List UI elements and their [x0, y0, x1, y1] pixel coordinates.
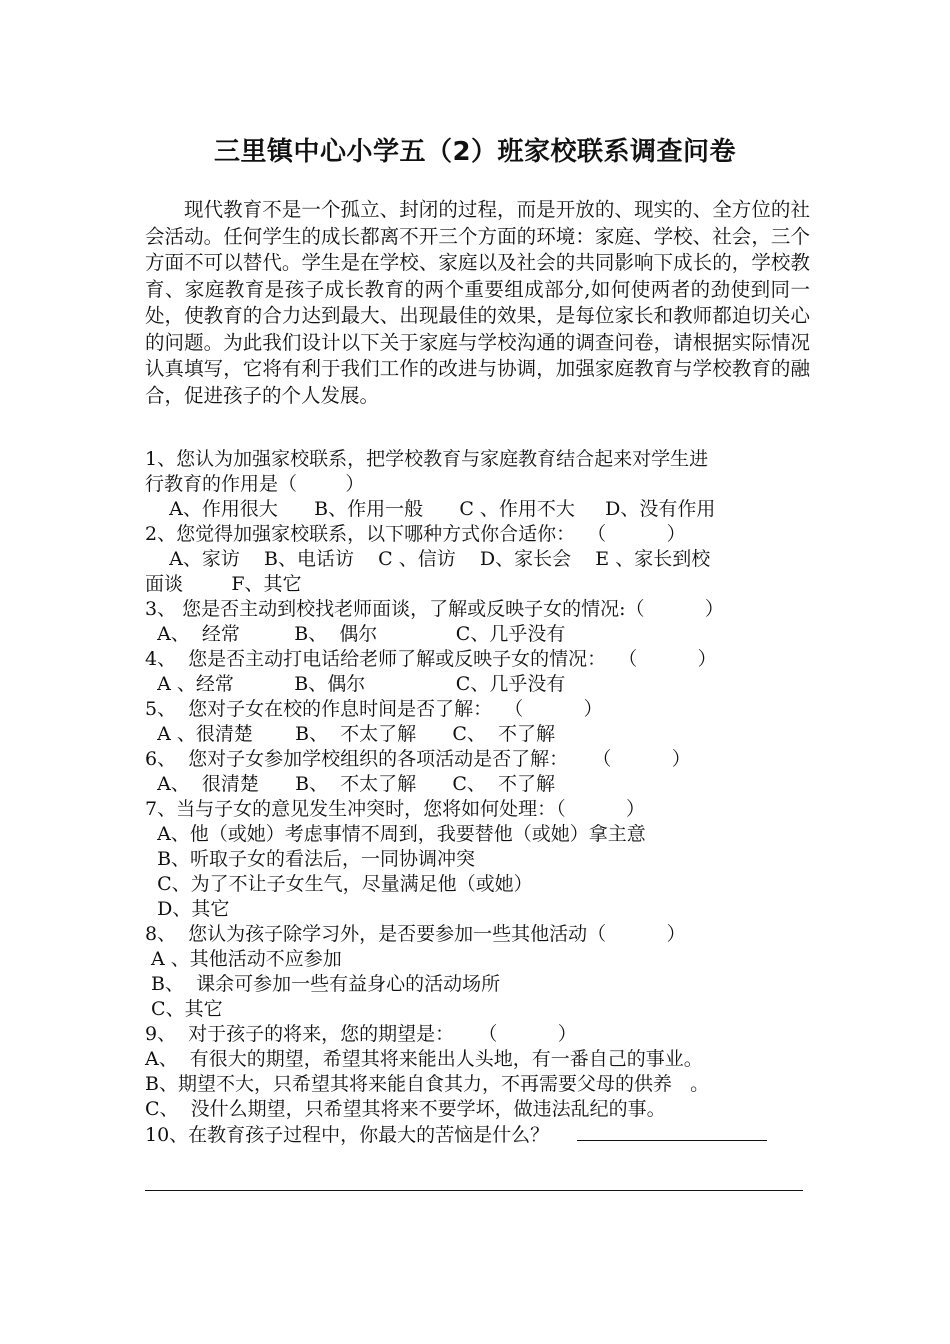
option-line: A 、很清楚 B、 不太了解 C、 不了解	[145, 723, 556, 745]
question-line: 1、您认为加强家校联系，把学校教育与家庭教育结合起来对学生进	[145, 448, 709, 470]
question-10-text: 10、在教育孩子过程中，你最大的苦恼是什么？	[145, 1124, 550, 1146]
option-line: A 、其他活动不应参加	[145, 948, 342, 970]
question-line: 4、 您是否主动打电话给老师了解或反映子女的情况： （ ）	[145, 648, 717, 670]
option-line: B、 课余可参加一些有益身心的活动场所	[145, 973, 501, 995]
option-line: B、期望不大，只希望其将来能自食其力，不再需要父母的供养 。	[145, 1073, 710, 1095]
question-10-line	[145, 1122, 810, 1147]
question-line: 6、 您对子女参加学校组织的各项活动是否了解： （ ）	[145, 748, 691, 770]
option-line: A 、经常 B、偶尔 C、几乎没有	[145, 673, 566, 695]
option-line: C、 没什么期望，只希望其将来不要学坏，做违法乱纪的事。	[145, 1098, 666, 1120]
option-line: B、听取子女的看法后，一同协调冲突	[145, 848, 476, 870]
answer-underline[interactable]	[145, 1190, 803, 1191]
questionnaire	[145, 447, 810, 1147]
option-line: D、其它	[145, 898, 230, 920]
question-line: 7、当与子女的意见发生冲突时，您将如何处理：（ ）	[145, 798, 645, 820]
question-line: 9、 对于孩子的将来，您的期望是： （ ）	[145, 1023, 577, 1045]
option-line: C、其它	[145, 998, 223, 1020]
question-line: 3、 您是否主动到校找老师面谈，了解或反映子女的情况:（ ）	[145, 598, 724, 620]
option-line: 面谈 F、其它	[145, 573, 302, 595]
question-line: 2、您觉得加强家校联系，以下哪种方式你合适你： （ ）	[145, 523, 686, 545]
option-line: A、 有很大的期望，希望其将来能出人头地，有一番自己的事业。	[145, 1048, 703, 1070]
intro-paragraph: 现代教育不是一个孤立、封闭的过程，而是开放的、现实的、全方位的社会活动。任何学生的成长都离不开三个方面的环境：家庭、学校、社会，三个方面不可以替代。学生是在学校、家庭以及社会的共同影响下成长的，学校教育、家庭教育是孩子成长教育的两个重要组成部分,如何使两者的劲使到同一处，使教育的合力达到最大、出现最佳的效果，是每位家长和教师都迫切关心的问题。为此我们设计以下关于家庭与学校沟通的调查问卷，请根据实际情况认真填写，它将有利于我们工作的改进与协调，加强家庭教育与学校教育的融合，促进孩子的个人发展。	[145, 198, 810, 407]
page-title: 三里镇中心小学五（2）班家校联系调查问卷	[213, 137, 737, 167]
question-line: 行教育的作用是（ ）	[145, 473, 365, 495]
option-line: C、为了不让子女生气，尽量满足他（或她）	[145, 873, 533, 895]
q10-answer-blank[interactable]	[577, 1122, 767, 1141]
option-line: A、作用很大 B、作用一般 C 、作用不大 D、没有作用	[145, 498, 716, 520]
option-line: A、家访 B、电话访 C 、信访 D、家长会 E 、家长到校	[145, 548, 711, 570]
question-line: 5、 您对子女在校的作息时间是否了解： （ ）	[145, 698, 603, 720]
option-line: A、 经常 B、 偶尔 C、几乎没有	[145, 623, 566, 645]
option-line: A、他（或她）考虑事情不周到，我要替他（或她）拿主意	[145, 823, 646, 845]
question-line: 8、 您认为孩子除学习外，是否要参加一些其他活动（ ）	[145, 923, 686, 945]
option-line: A、 很清楚 B、 不太了解 C、 不了解	[145, 773, 556, 795]
